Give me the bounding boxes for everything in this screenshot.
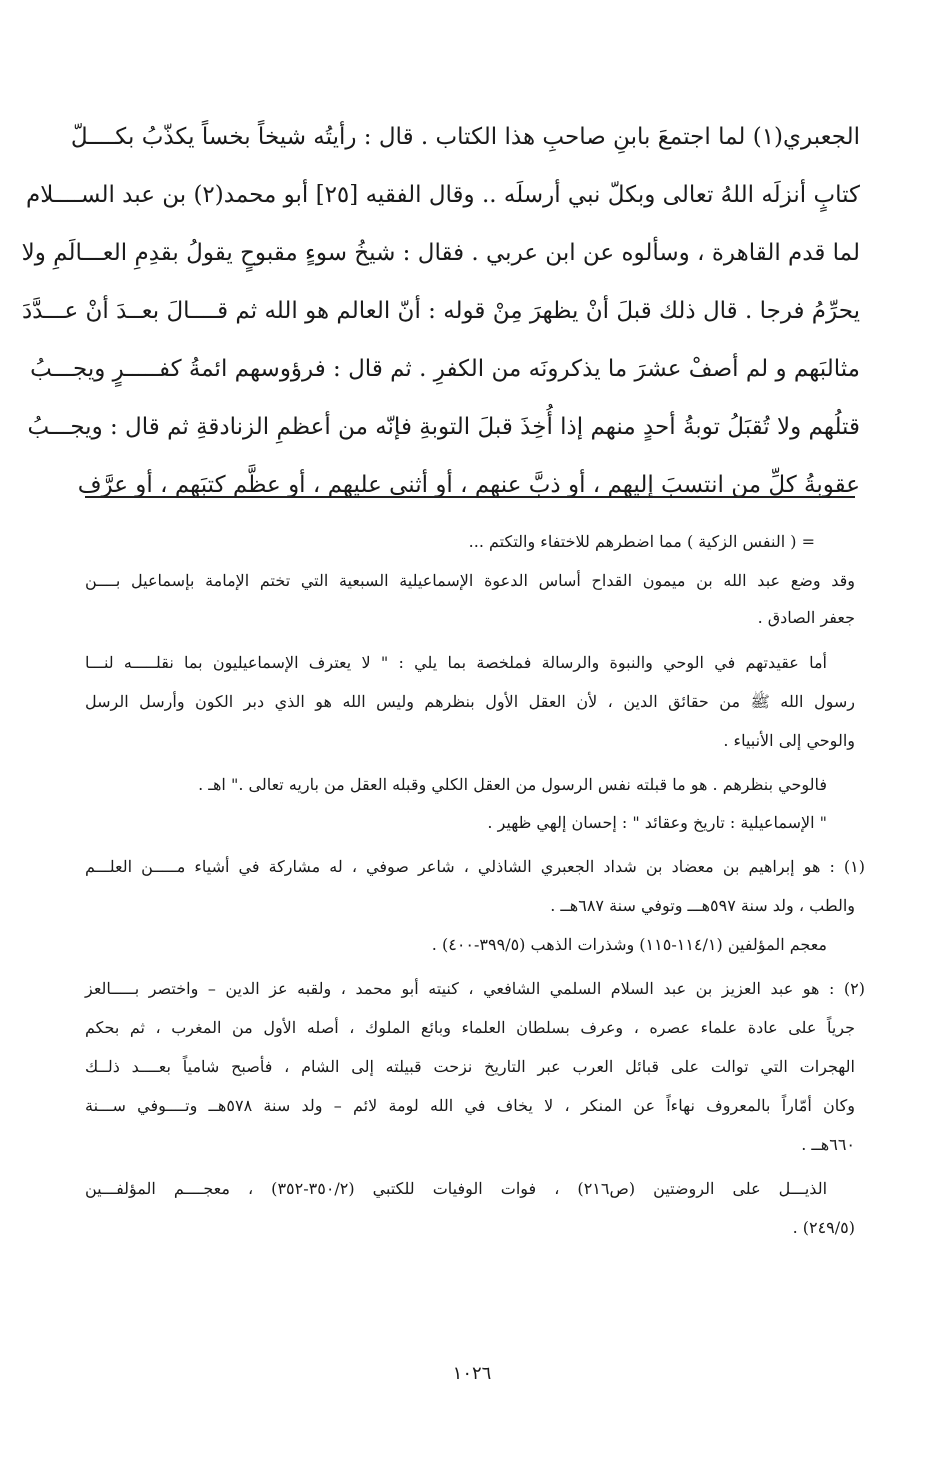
footnote-line: وقد وضع عبد الله بن ميمون القداح أساس الدعوة الإسماعيلية السبعية التي تختم الإمامة بإسماعيل بــــن [85,571,855,590]
text-line: الجعبري(١) لما اجتمعَ بابنِ صاحبِ هذا الكتاب . قال : رأيتُه شيخاً بخساً يكذّبُ بكــــلّ [70,124,860,150]
footnote-line: ٦٦٠هــ . [801,1135,855,1154]
main-text [21,108,860,514]
footnote-line: الهجرات التي توالت على قبائل العرب عبر التاريخ نزحت قبيلته إلى الشام ، فأصبح شامياً بعــــد ذلــك [85,1057,855,1076]
footnote-source: معجم المؤلفين (١١٤/١-١١٥) وشذرات الذهب (٣٩٩/٥-٤٠٠) . [431,935,827,954]
footnote-line: = ( النفس الزكية ) مما اضطرهم للاختفاء والتكتم ... [468,532,815,551]
text-line: لما قدم القاهرة ، وسألوه عن ابن عربي . فقال : شيخُ سوءٍ مقبوحٍ يقولُ بقدِمِ العـــالَمِ ولا [21,240,860,266]
page-number: ١٠٢٦ [452,1363,492,1384]
footnote-line: فالوحي بنظرهم . هو ما قبلته نفس الرسول من العقل الكلي وقبله العقل من باريه تعالى ." اهـ . [198,775,827,794]
footnote-divider [85,496,855,498]
footnote-line: وكان أمّاراً بالمعروف نهاءاً عن المنكر ، لا يخاف في الله لومة لائم – ولد سنة ٥٧٨هــ وتــــوفي ســـنة [85,1096,855,1115]
footnote-1: (١) : هو إبراهيم بن معضاد بن شداد الجعبري الشاذلي ، شاعر صوفي ، له مشاركة في أشياء مـــــن العلـــم [85,857,866,876]
footnote-line: " الإسماعيلية : تاريخ وعقائد " : إحسان إلهي ظهير . [487,813,827,832]
text-line: يحرِّمُ فرجا . قال ذلك قبلَ أنْ يظهرَ مِنْ قوله : أنّ العالم هو الله ثم قــــالَ بعــدَ أنْ عـــدَّدَ [21,298,860,324]
footnote-line: جعفر الصادق . [757,608,855,627]
footnote-line: والطب ، ولد سنة ٥٩٧هـــ وتوفي سنة ٦٨٧هــ . [550,896,855,915]
footnote-source: الذيـــل على الروضتين (ص٢١٦) ، فوات الوفيات للكتبي (٣٥٠/٢-٣٥٢) ، معجــــم المؤلفـــين [85,1179,828,1198]
footnote-line: والوحي إلى الأنبياء . [723,731,855,750]
text-line: قتلُهم ولا تُقبَلُ توبةُ أحدٍ منهم إذا أُخِذَ قبلَ التوبةِ فإنّه من أعظمِ الزنادقةِ ثم قال : ويجـــبُ [27,414,860,440]
footnote-line: جرياً على عادة علماء عصره ، وعرف بسلطان العلماء وبائع الملوك ، أصله الأول من المغرب ، ثم بحكم [85,1018,855,1037]
footnote-line: (٢٤٩/٥) . [792,1218,855,1237]
footnote-line: أما عقيدتهم في الوحي والنبوة والرسالة فملخصة بما يلي : " لا يعترف الإسماعيليون بما نقلـــــه لنـــا [85,653,827,672]
footnote-2: (٢) : هو عبد العزيز بن عبد السلام السلمي الشافعي ، كنيته أبو محمد ، ولقبه عز الدين – واختصر بـــــالعز [85,979,865,998]
text-line: عقوبةُ كلِّ من انتسبَ إليهم ، أو ذبَّ عنهم ، أو أثنى عليهم ، أو عظَّم كتبَهم ، أو عرَّف [77,472,860,498]
text-line: كتابٍ أنزلَه اللهُ تعالى وبكلّ نبي أرسلَه .. وقال الفقيه [٢٥] أبو محمد(٢) بن عبد الســــلام [26,182,860,208]
footnote-line: رسول الله ﷺ من حقائق الدين ، لأن العقل الأول بنظرهم وليس الله هو الذي دبر الكون وأرسل الرسل [85,692,855,711]
text-line: مثالبَهم و لم أصفْ عشرَ ما يذكرونَه من الكفرِ . ثم قال : فرؤوسهم ائمةُ كفـــــرٍ ويجـــبُ [30,356,860,382]
